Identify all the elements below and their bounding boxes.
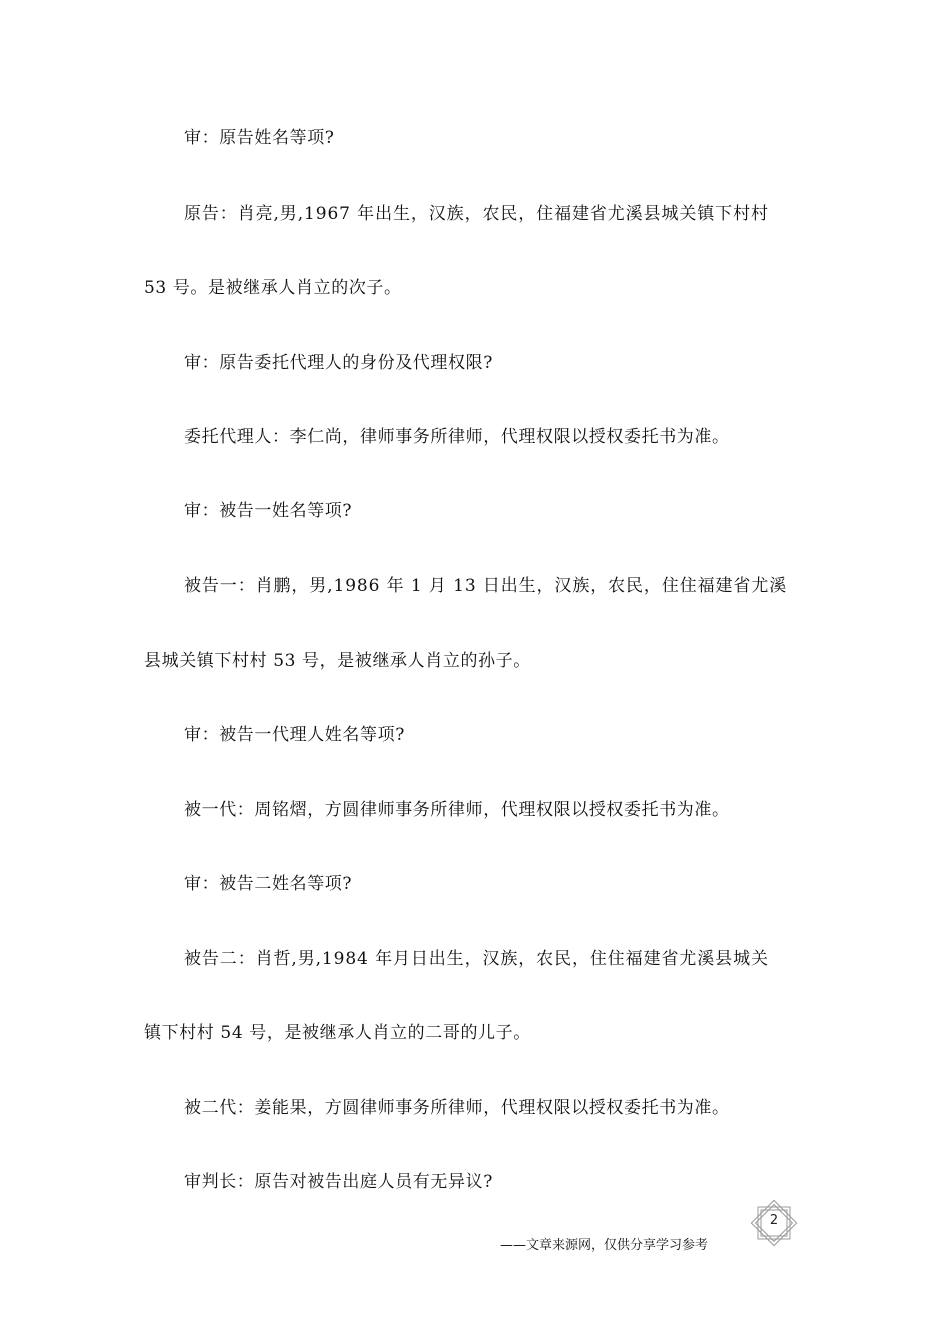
paragraph-line: 原告：肖亮,男,1967 年出生，汉族，农民，住福建省尤溪县城关镇下村村: [184, 204, 769, 224]
footer-source-note: ——文章来源网，仅供分享学习参考: [500, 1238, 709, 1253]
paragraph-line: 镇下村村 54 号，是被继承人肖立的二哥的儿子。: [144, 1023, 531, 1043]
paragraph-line: 委托代理人：李仁尚，律师事务所律师，代理权限以授权委托书为准。: [184, 427, 730, 447]
paragraph-line: 53 号。是被继承人肖立的次子。: [144, 278, 402, 298]
paragraph-line: 审：原告姓名等项?: [184, 128, 335, 148]
paragraph-line: 被二代：姜能果，方圆律师事务所律师，代理权限以授权委托书为准。: [184, 1098, 730, 1118]
paragraph-line: 审：原告委托代理人的身份及代理权限?: [184, 353, 493, 373]
page-number-badge: [746, 1198, 802, 1250]
paragraph-line: 审判长：原告对被告出庭人员有无异议?: [184, 1172, 493, 1192]
paragraph-line: 县城关镇下村村 53 号，是被继承人肖立的孙子。: [144, 651, 531, 671]
paragraph-line: 被告二：肖哲,男,1984 年月日出生，汉族，农民，住住福建省尤溪县城关: [184, 949, 769, 969]
paragraph-line: 审：被告一代理人姓名等项?: [184, 725, 405, 745]
paragraph-line: 被一代：周铭熠，方圆律师事务所律师，代理权限以授权委托书为准。: [184, 800, 730, 820]
paragraph-line: 被告一：肖鹏，男,1986 年 1 月 13 日出生，汉族，农民，住住福建省尤溪: [184, 576, 788, 596]
page-number: 2: [769, 1213, 779, 1228]
paragraph-line: 审：被告二姓名等项?: [184, 874, 353, 894]
paragraph-line: 审：被告一姓名等项?: [184, 501, 353, 521]
